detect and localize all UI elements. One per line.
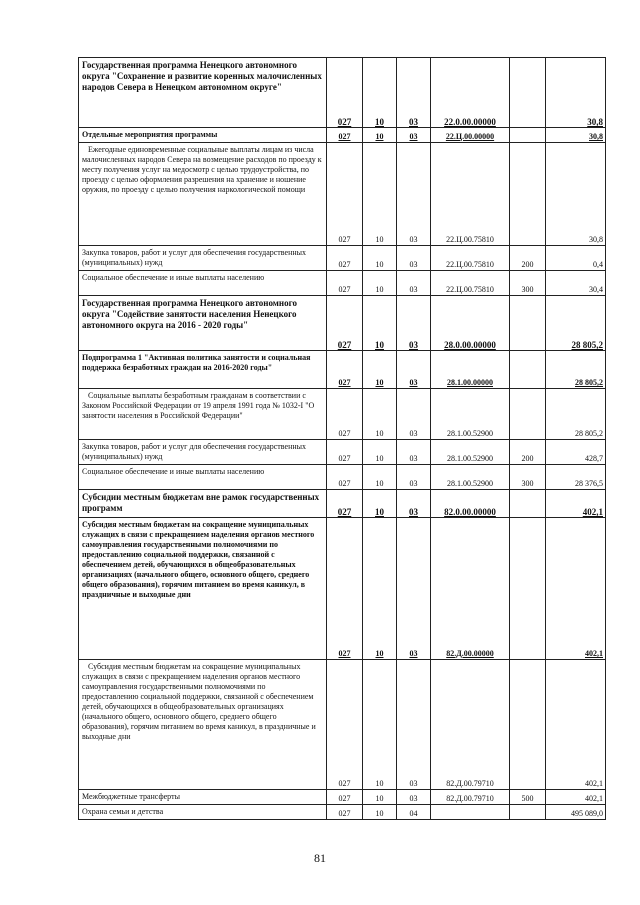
cell-subsection: 03	[397, 518, 431, 660]
cell-ministry: 027	[327, 351, 363, 389]
cell-subsection: 03	[397, 790, 431, 805]
cell-section: 10	[363, 518, 397, 660]
cell-target: 28.1.00.52900	[431, 389, 510, 440]
cell-subsection: 03	[397, 296, 431, 351]
cell-amount: 30,8	[546, 143, 606, 246]
cell-subsection: 03	[397, 58, 431, 128]
cell-section: 10	[363, 440, 397, 465]
cell-section: 10	[363, 296, 397, 351]
cell-amount: 28 376,5	[546, 465, 606, 490]
table-row	[79, 790, 606, 805]
cell-amount: 28 805,2	[546, 296, 606, 351]
cell-ministry: 027	[327, 490, 363, 518]
cell-expense-type: 500	[510, 790, 546, 805]
cell-amount: 28 805,2	[546, 351, 606, 389]
cell-amount: 402,1	[546, 660, 606, 790]
cell-amount: 28 805,2	[546, 389, 606, 440]
cell-amount: 402,1	[546, 490, 606, 518]
cell-target: 82.Д.00.00000	[431, 518, 510, 660]
table-row	[79, 58, 606, 128]
cell-target: 22.Ц.00.75810	[431, 271, 510, 296]
row-name: Социальное обеспечение и иные выплаты населению	[79, 271, 327, 296]
cell-section: 10	[363, 271, 397, 296]
cell-subsection: 04	[397, 805, 431, 820]
table-row	[79, 143, 606, 246]
cell-subsection: 03	[397, 351, 431, 389]
row-name: Межбюджетные трансферты	[79, 790, 327, 805]
row-name: Ежегодные единовременные социальные выплаты лицам из числа малочисленных народов Севера на возмещение расходов по проезду к месту получения услуг на медосмотр с целью трудоустройства, по проезду с целью оформления разрешения на хранение и ношение оружия, по проезду с целью получения наркологической помощи	[79, 143, 327, 246]
cell-ministry: 027	[327, 440, 363, 465]
table-row	[79, 465, 606, 490]
row-name: Закупка товаров, работ и услуг для обеспечения государственных (муниципальных) нужд	[79, 440, 327, 465]
cell-amount: 495 089,0	[546, 805, 606, 820]
cell-subsection: 03	[397, 440, 431, 465]
cell-target: 28.1.00.52900	[431, 440, 510, 465]
cell-ministry: 027	[327, 465, 363, 490]
cell-target: 22.Ц.00.00000	[431, 128, 510, 143]
row-name: Охрана семьи и детства	[79, 805, 327, 820]
cell-ministry: 027	[327, 790, 363, 805]
cell-expense-type	[510, 805, 546, 820]
cell-target: 82.0.00.00000	[431, 490, 510, 518]
row-name: Государственная программа Ненецкого автономного округа "Содействие занятости населения Ненецкого автономного округа на 2016 - 2020 годы"	[79, 296, 327, 351]
table-row	[79, 389, 606, 440]
cell-subsection: 03	[397, 143, 431, 246]
row-name: Государственная программа Ненецкого автономного округа "Сохранение и развитие коренных малочисленных народов Севера в Ненецком автономном округе"	[79, 58, 327, 128]
table-row	[79, 128, 606, 143]
cell-ministry: 027	[327, 805, 363, 820]
cell-subsection: 03	[397, 490, 431, 518]
table-row	[79, 296, 606, 351]
cell-amount: 428,7	[546, 440, 606, 465]
row-name: Закупка товаров, работ и услуг для обеспечения государственных (муниципальных) нужд	[79, 246, 327, 271]
table-row	[79, 271, 606, 296]
cell-expense-type	[510, 58, 546, 128]
cell-subsection: 03	[397, 389, 431, 440]
cell-section: 10	[363, 246, 397, 271]
cell-expense-type	[510, 143, 546, 246]
table-row	[79, 440, 606, 465]
cell-expense-type	[510, 389, 546, 440]
cell-amount: 0,4	[546, 246, 606, 271]
cell-section: 10	[363, 790, 397, 805]
cell-expense-type	[510, 518, 546, 660]
row-name: Социальные выплаты безработным гражданам в соответствии с Законом Российской Федерации от 19 апреля 1991 года № 1032-I "О занятости населения в Российской Федерации"	[79, 389, 327, 440]
row-name: Субсидия местным бюджетам на сокращение муниципальных служащих в связи с прекращением наделения органов местного самоуправления государственными полномочиями по предоставлению социальной поддержки, связанной с обеспечением детей, обучающихся в общеобразовательных организациях (начального общего, основного общего, среднего общего образования), горячим питанием во время каникул, в праздничные и выходные дни	[79, 660, 327, 790]
cell-expense-type: 200	[510, 440, 546, 465]
cell-section: 10	[363, 389, 397, 440]
table-row	[79, 490, 606, 518]
cell-expense-type	[510, 490, 546, 518]
cell-subsection: 03	[397, 271, 431, 296]
cell-target: 82.Д.00.79710	[431, 660, 510, 790]
cell-subsection: 03	[397, 246, 431, 271]
cell-section: 10	[363, 351, 397, 389]
table-row	[79, 246, 606, 271]
cell-expense-type: 300	[510, 465, 546, 490]
cell-ministry: 027	[327, 271, 363, 296]
cell-ministry: 027	[327, 296, 363, 351]
cell-subsection: 03	[397, 465, 431, 490]
cell-expense-type	[510, 351, 546, 389]
cell-ministry: 027	[327, 389, 363, 440]
table-row	[79, 805, 606, 820]
row-name: Отдельные мероприятия программы	[79, 128, 327, 143]
cell-section: 10	[363, 805, 397, 820]
cell-amount: 30,4	[546, 271, 606, 296]
cell-subsection: 03	[397, 128, 431, 143]
table-row	[79, 351, 606, 389]
row-name: Подпрограмма 1 "Активная политика занятости и социальная поддержка безработных граждан на 2016-2020 годы"	[79, 351, 327, 389]
cell-section: 10	[363, 660, 397, 790]
cell-section: 10	[363, 490, 397, 518]
cell-expense-type: 200	[510, 246, 546, 271]
cell-target: 82.Д.00.79710	[431, 790, 510, 805]
cell-expense-type	[510, 660, 546, 790]
cell-section: 10	[363, 128, 397, 143]
cell-section: 10	[363, 58, 397, 128]
cell-amount: 30,8	[546, 128, 606, 143]
cell-target: 28.0.00.00000	[431, 296, 510, 351]
cell-amount: 30,8	[546, 58, 606, 128]
cell-ministry: 027	[327, 246, 363, 271]
table-row	[79, 660, 606, 790]
cell-expense-type	[510, 296, 546, 351]
cell-ministry: 027	[327, 58, 363, 128]
cell-expense-type: 300	[510, 271, 546, 296]
row-name: Субсидии местным бюджетам вне рамок государственных программ	[79, 490, 327, 518]
cell-expense-type	[510, 128, 546, 143]
cell-section: 10	[363, 143, 397, 246]
cell-amount: 402,1	[546, 790, 606, 805]
cell-target: 22.0.00.00000	[431, 58, 510, 128]
cell-target: 22.Ц.00.75810	[431, 246, 510, 271]
cell-target: 28.1.00.00000	[431, 351, 510, 389]
page-number: 81	[314, 851, 326, 865]
cell-ministry: 027	[327, 518, 363, 660]
cell-amount: 402,1	[546, 518, 606, 660]
cell-target: 28.1.00.52900	[431, 465, 510, 490]
cell-ministry: 027	[327, 143, 363, 246]
row-name: Социальное обеспечение и иные выплаты населению	[79, 465, 327, 490]
cell-ministry: 027	[327, 660, 363, 790]
cell-target	[431, 805, 510, 820]
cell-target: 22.Ц.00.75810	[431, 143, 510, 246]
table-row	[79, 518, 606, 660]
cell-subsection: 03	[397, 660, 431, 790]
row-name: Субсидия местным бюджетам на сокращение муниципальных служащих в связи с прекращением наделения органов местного самоуправления государственными полномочиями по предоставлению социальной поддержки, связанной с обеспечением детей, обучающихся в общеобразовательных организациях (начального общего, основного общего, среднего общего образования), горячим питанием во время каникул, в праздничные и выходные дни	[79, 518, 327, 660]
cell-section: 10	[363, 465, 397, 490]
cell-ministry: 027	[327, 128, 363, 143]
budget-table	[78, 57, 606, 820]
